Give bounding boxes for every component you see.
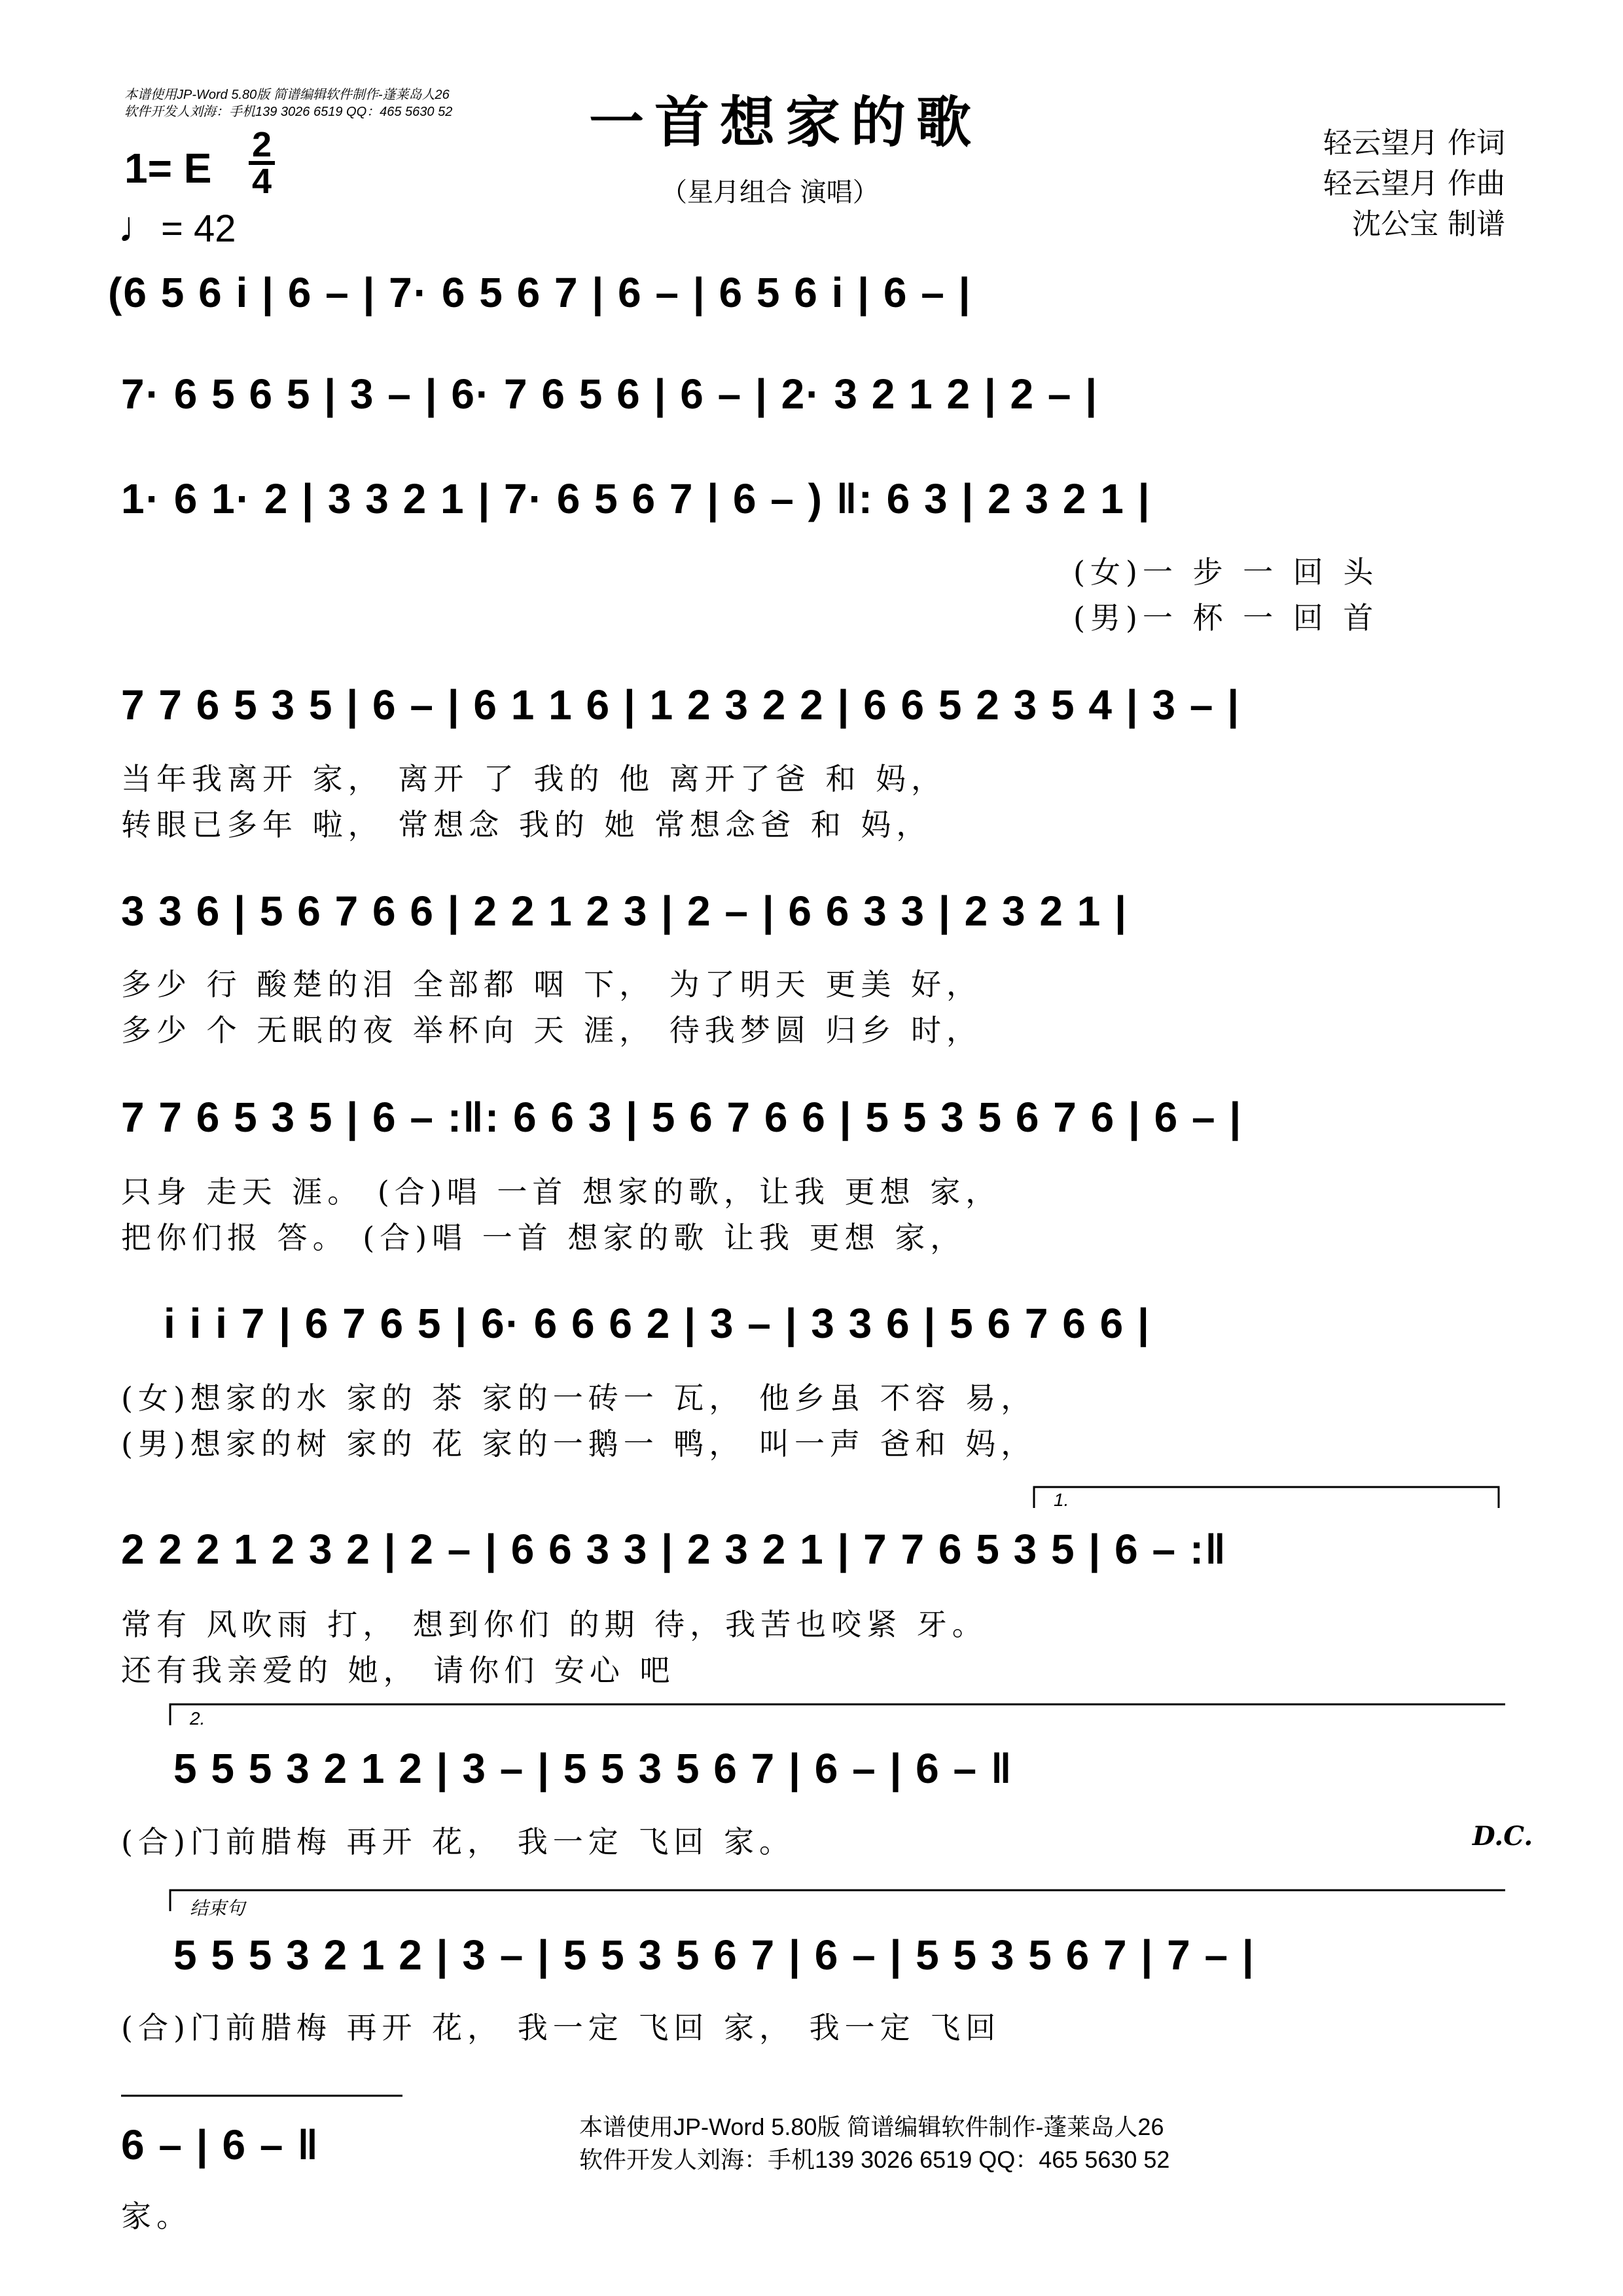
composer: 轻云望月 作曲	[1323, 167, 1505, 200]
lyric-row-8-verse1: 常有 风吹雨 打， 想到你们 的期 待，我苦也咬紧 牙。	[121, 1607, 988, 1642]
lyric-row-8-verse2: 还有我亲爱的 她， 请你们 安心 吧	[121, 1653, 675, 1688]
credit-top-line1: 本谱使用JP-Word 5.80版 简谱编辑软件制作-蓬莱岛人26	[124, 88, 450, 102]
lyric-row-5-verse2: 多少 个 无眠的夜 举杯向 天 涯， 待我梦圆 归乡 时，	[121, 1013, 982, 1048]
score-row-5: 3 3 6 | 5 6 7 6 6 | 2 2 1 2 3 | 2 – | 6 6 3 3 | 2 3 2 1 |	[121, 888, 1128, 935]
lyric-row-3-verse2: (男)一 杯 一 回 首	[1073, 600, 1379, 636]
lyric-row-10: (合)门前腊梅 再开 花， 我一定 飞回 家， 我一定 飞回	[121, 2010, 1001, 2045]
volta-1-bracket	[1034, 1487, 1499, 1508]
quarter-note-icon: ♩	[118, 202, 161, 251]
time-signature-bottom: 4	[251, 162, 272, 201]
volta-2-bracket	[170, 1704, 1505, 1725]
coda-label: 结束句	[190, 1898, 245, 1918]
lyric-row-4-verse1: 当年我离开 家， 离开 了 我的 他 离开了爸 和 妈，	[121, 761, 946, 797]
lyric-row-7-verse2: (男)想家的树 家的 花 家的一鹅一 鸭， 叫一声 爸和 妈，	[121, 1426, 1037, 1462]
score-row-6: 7 7 6 5 3 5 | 6 – :‖: 6 6 3 | 5 6 7 6 6 | 5 5 3 5 6 7 6 | 6 – |	[121, 1094, 1243, 1141]
score-row-2: 7· 6 5 6 5 | 3 – | 6· 7 6 5 6 | 6 – | 2· 3 2 1 2 | 2 – |	[121, 370, 1099, 418]
key-signature: 1= E	[124, 145, 212, 192]
lyric-row-6-verse2: 把你们报 答。 (合)唱 一首 想家的歌 让我 更想 家，	[121, 1220, 966, 1255]
lyric-row-5-verse1: 多少 行 酸楚的泪 全部都 咽 下， 为了明天 更美 好，	[121, 967, 982, 1002]
score-row-9: 5 5 5 3 2 1 2 | 3 – | 5 5 3 5 6 7 | 6 – | 6 – ‖	[173, 1745, 1013, 1792]
tempo-value: = 42	[161, 207, 236, 250]
lyric-row-7-verse1: (女)想家的水 家的 茶 家的一砖一 瓦， 他乡虽 不容 易，	[121, 1380, 1037, 1416]
coda-bracket	[170, 1890, 1505, 1911]
dc-marking: D.C.	[1472, 1821, 1533, 1852]
time-signature-top: 2	[251, 125, 272, 164]
credit-top-line2: 软件开发人刘海：手机139 3026 6519 QQ：465 5630 52	[124, 105, 453, 119]
lyric-row-6-verse1: 只身 走天 涯。 (合)唱 一首 想家的歌，让我 更想 家，	[121, 1174, 1001, 1210]
credit-bottom-line2: 软件开发人刘海：手机139 3026 6519 QQ：465 5630 52	[579, 2146, 1170, 2173]
credit-bottom-line1: 本谱使用JP-Word 5.80版 简谱编辑软件制作-蓬莱岛人26	[579, 2113, 1164, 2140]
score-row-7: i i i 7 | 6 7 6 5 | 6· 6 6 6 2 | 3 – | 3 3 6 | 5 6 7 6 6 |	[164, 1300, 1150, 1347]
score-row-3: 1· 6 1· 2 | 3 3 2 1 | 7· 6 5 6 7 | 6 – ) ‖: 6 3 | 2 3 2 1 |	[121, 475, 1151, 522]
score-row-11: 6 – | 6 – ‖	[121, 2121, 320, 2168]
score-row-1: (6 5 6 i | 6 – | 7· 6 5 6 7 | 6 – | 6 5 6 i | 6 – |	[108, 269, 972, 316]
arranger: 沈公宝 制谱	[1352, 207, 1505, 241]
lyric-row-3-verse1: (女)一 步 一 回 头	[1073, 554, 1379, 590]
volta-2-label: 2.	[190, 1708, 205, 1729]
score-row-8: 2 2 2 1 2 3 2 | 2 – | 6 6 3 3 | 2 3 2 1 | 7 7 6 5 3 5 | 6 – :‖	[121, 1526, 1227, 1573]
song-subtitle: （星月组合 演唱）	[661, 177, 879, 207]
lyric-row-9: (合)门前腊梅 再开 花， 我一定 飞回 家。	[121, 1824, 795, 1859]
score-row-4: 7 7 6 5 3 5 | 6 – | 6 1 1 6 | 1 2 3 2 2 | 6 6 5 2 3 5 4 | 3 – |	[121, 681, 1241, 728]
volta-1-label: 1.	[1054, 1490, 1069, 1510]
lyricist: 轻云望月 作词	[1323, 126, 1505, 160]
song-title: 一首想家的歌	[589, 90, 982, 154]
lyric-row-4-verse2: 转眼已多年 啦， 常想念 我的 她 常想念爸 和 妈，	[121, 807, 932, 842]
score-row-10: 5 5 5 3 2 1 2 | 3 – | 5 5 3 5 6 7 | 6 – | 5 5 3 5 6 7 | 7 – |	[173, 1931, 1255, 1979]
credit-bottom	[579, 2111, 1169, 2176]
lyric-row-11: 家。	[121, 2198, 192, 2234]
